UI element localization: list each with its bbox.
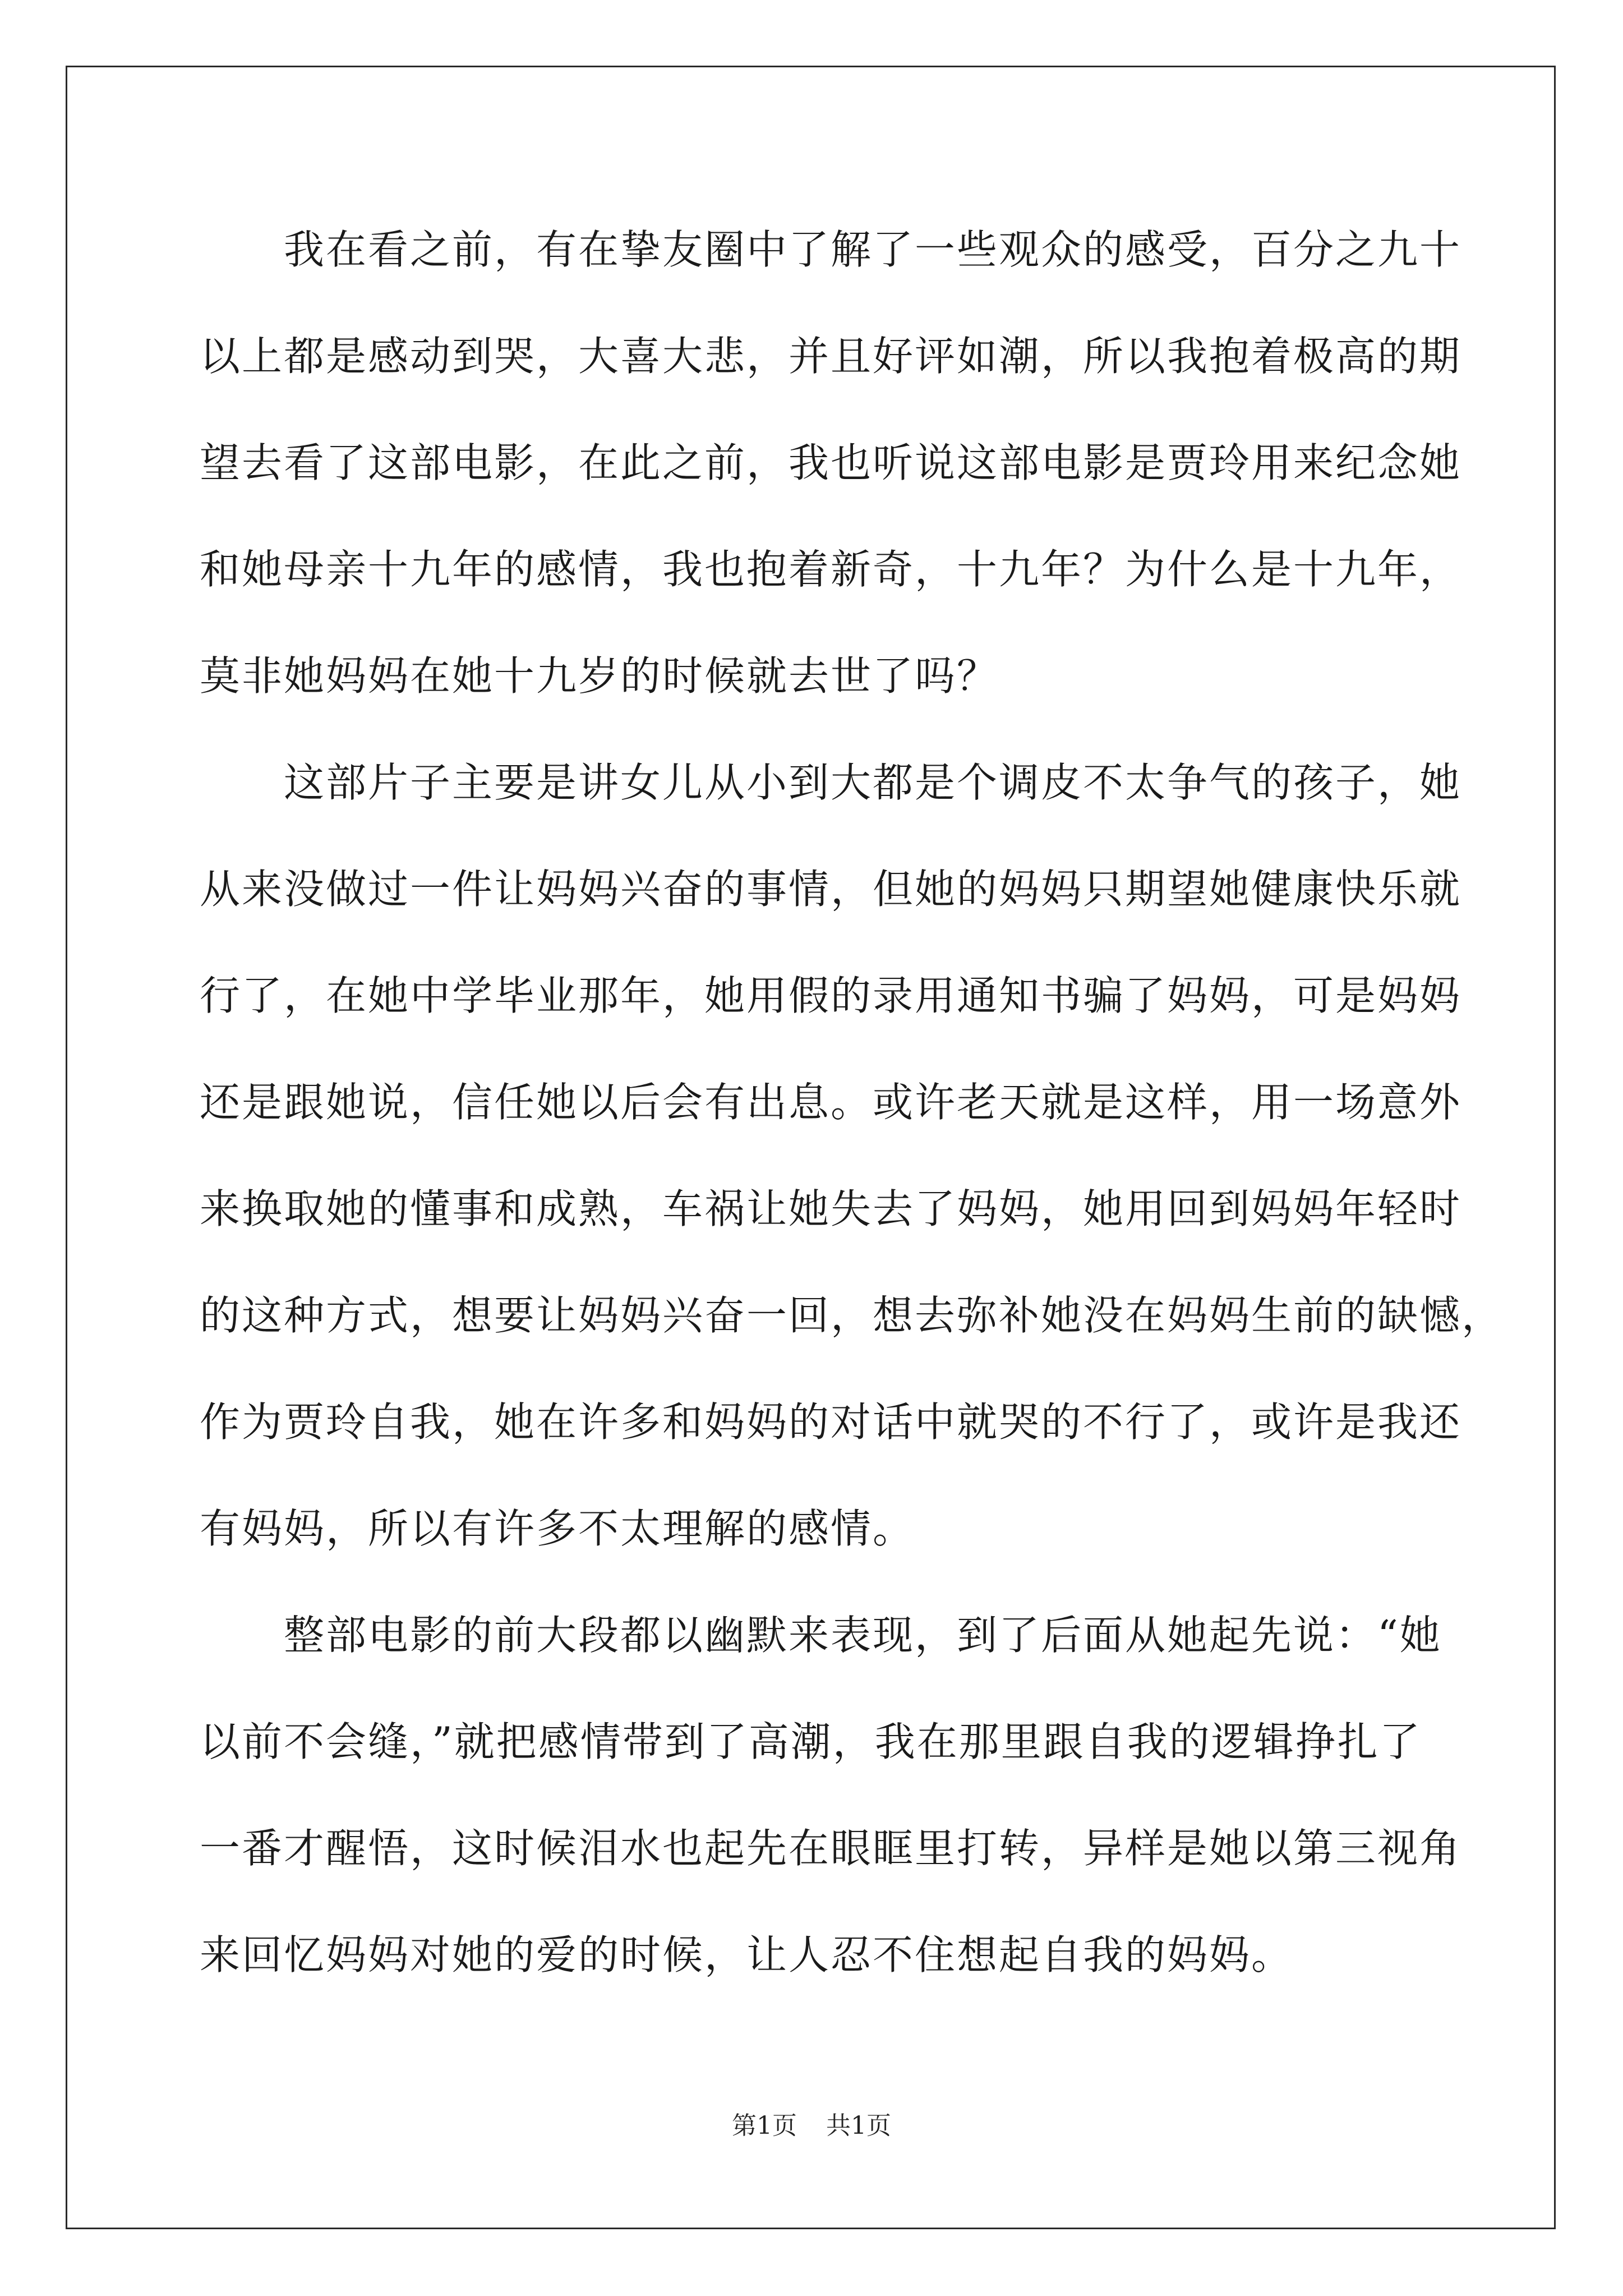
paragraph-2-line-5: 来换取她的懂事和成熟，车祸让她失去了妈妈，她用回到妈妈年轻时 xyxy=(200,1185,1462,1232)
paragraph-1-line-2: 以上都是感动到哭，大喜大悲，并且好评如潮，所以我抱着极高的期 xyxy=(200,333,1462,380)
page-number: 第1页 xyxy=(732,2111,797,2140)
paragraph-2-line-3: 行了，在她中学毕业那年，她用假的录用通知书骗了妈妈，可是妈妈 xyxy=(200,972,1462,1019)
paragraph-1-line-5: 莫非她妈妈在她十九岁的时候就去世了吗？ xyxy=(200,652,999,700)
paragraph-2-line-2: 从来没做过一件让妈妈兴奋的事情，但她的妈妈只期望她健康快乐就 xyxy=(200,866,1462,913)
page-total: 共1页 xyxy=(826,2111,891,2140)
paragraph-2-line-1: 这部片子主要是讲女儿从小到大都是个调皮不太争气的孩子，她 xyxy=(284,759,1462,806)
paragraph-2-line-7: 作为贾玲自我，她在许多和妈妈的对话中就哭的不行了，或许是我还 xyxy=(200,1398,1462,1446)
paragraph-2-line-6: 的这种方式，想要让妈妈兴奋一回，想去弥补她没在妈妈生前的缺憾， xyxy=(200,1292,1504,1339)
paragraph-3-line-4: 来回忆妈妈对她的爱的时候，让人忍不住想起自我的妈妈。 xyxy=(200,1931,1294,1978)
paragraph-2-line-8: 有妈妈，所以有许多不太理解的感情。 xyxy=(200,1505,915,1552)
paragraph-3-line-3: 一番才醒悟，这时候泪水也起先在眼眶里打转，异样是她以第三视角 xyxy=(200,1825,1462,1872)
paragraph-3-line-2: 以前不会缝，”就把感情带到了高潮，我在那里跟自我的逻辑挣扎了 xyxy=(200,1718,1422,1765)
paragraph-1-line-1: 我在看之前，有在挚友圈中了解了一些观众的感受，百分之九十 xyxy=(284,226,1462,273)
paragraph-1-line-4: 和她母亲十九年的感情，我也抱着新奇，十九年？为什么是十九年， xyxy=(200,546,1462,593)
paragraph-1-line-3: 望去看了这部电影，在此之前，我也听说这部电影是贾玲用来纪念她 xyxy=(200,439,1462,486)
paragraph-3-line-1: 整部电影的前大段都以幽默来表现，到了后面从她起先说：“她 xyxy=(284,1612,1442,1659)
paragraph-2-line-4: 还是跟她说，信任她以后会有出息。或许老天就是这样，用一场意外 xyxy=(200,1079,1462,1126)
page-border xyxy=(66,66,1556,2229)
page-footer xyxy=(0,2109,1623,2143)
